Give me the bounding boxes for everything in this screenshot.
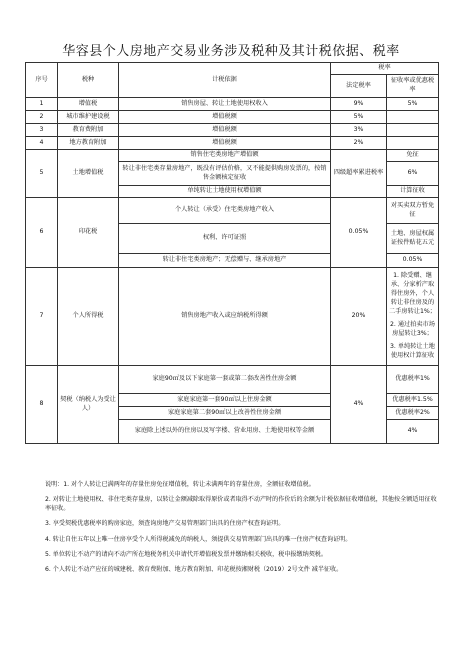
legal-rate: 四级超率累进税率 — [331, 150, 387, 198]
tax-basis: 销售住宅类房地产增值额 — [119, 150, 331, 162]
row-number: 8 — [26, 366, 58, 444]
reduced-rate: 优惠税率1.5% — [387, 394, 439, 407]
legal-rate: 5% — [331, 111, 387, 124]
header-tax: 税种 — [58, 63, 119, 98]
reduced-rate — [387, 137, 439, 150]
row-number: 2 — [26, 111, 58, 124]
note-item: 说明：1. 对个人转让已满两年的存量住房免征增值税，转让未满两年的存量住房，全额征收增值税。 — [45, 481, 315, 488]
tax-basis: 家庭家庭第二套90㎡以上改善性住房金额 — [119, 407, 331, 420]
reduced-rate: 6% — [387, 162, 439, 186]
row-number: 3 — [26, 124, 58, 137]
tax-basis: 个人转让（承受）住宅类房地产收入 — [119, 198, 331, 224]
tax-basis: 权利、许可证照 — [119, 224, 331, 254]
table-row — [26, 198, 439, 224]
tax-basis: 增值税额 — [119, 111, 331, 124]
tax-basis: 增值税额 — [119, 137, 331, 150]
reduced-rate: 5% — [387, 98, 439, 111]
tax-name: 地方教育附加 — [58, 137, 119, 150]
tax-basis: 单纯转让土地使用权增值额 — [119, 186, 331, 198]
table-row — [26, 366, 439, 394]
note-item: 5. 单位转让不动产的请向不动产所在地税务机关申请代开增值税发票并缴纳相关税收，税申报缴纳契税。 — [45, 550, 327, 558]
reduced-rate-item: 3. 单纯转让土地使用权计算征收 — [390, 342, 435, 359]
legal-rate: 2% — [331, 137, 387, 150]
tax-name: 城市维护建设税 — [58, 111, 119, 124]
table-row — [26, 268, 439, 366]
tax-name: 土地增值税 — [58, 150, 119, 198]
legal-rate: 20% — [331, 268, 387, 366]
legal-rate: 4% — [331, 366, 387, 444]
tax-table — [25, 62, 439, 444]
header-basis: 计税依据 — [119, 63, 331, 98]
row-number: 1 — [26, 98, 58, 111]
row-number: 4 — [26, 137, 58, 150]
reduced-rate: 优惠税率1% — [387, 366, 439, 394]
header-reduced-rate: 征收率或优惠税率 — [387, 75, 439, 98]
reduced-rate — [387, 124, 439, 137]
tax-basis: 销售房屋、转让土地使用权收入 — [119, 98, 331, 111]
table-row — [26, 137, 439, 150]
tax-basis: 家庭家庭第一套90㎡以上住房金额 — [119, 394, 331, 407]
table-row — [26, 150, 439, 162]
reduced-rate: 4% — [387, 420, 439, 444]
document-title: 华容县个人房地产交易业务涉及税种及其计税依据、税率 — [62, 44, 400, 59]
table-row — [26, 98, 439, 111]
reduced-rate: 0.05% — [387, 254, 439, 268]
tax-name: 契税（纳税人为受让人） — [58, 366, 119, 444]
table-row — [26, 111, 439, 124]
tax-name: 教育费附加 — [58, 124, 119, 137]
tax-name: 印花税 — [58, 198, 119, 268]
tax-basis: 转让非住宅类房地产；无偿赠与、继承房地产 — [119, 254, 331, 268]
reduced-rate — [387, 268, 439, 366]
reduced-rate: 土地、房屋权属证按件贴花五元 — [387, 224, 439, 254]
tax-name: 个人所得税 — [58, 268, 119, 366]
row-number: 6 — [26, 198, 58, 268]
note-item: 6. 个人转让不动产应征的城建税、教育费附加、地方教育附加、印花税按湘财税（2019）2号文件 减半征收。 — [45, 565, 343, 573]
row-number: 7 — [26, 268, 58, 366]
note-item: 3. 享受契税优惠税率的购房家庭，须查询房地产交易管理部门出具的住房产权查询证明。 — [45, 520, 285, 528]
tax-basis: 家庭90㎡及以下家庭第一套或第二套改善性住房金额 — [119, 366, 331, 394]
tax-basis: 转让非住宅类存量房地产，既没有评估价格，又不能提供购房发票的，按销售金额核定征收 — [119, 162, 331, 186]
tax-basis: 销售房地产收入或应纳税所得额 — [119, 268, 331, 366]
legal-rate: 3% — [331, 124, 387, 137]
reduced-rate-item: 1. 除受赠、继承、分家析产取得住房外，个人转让非住房及的二手房转让1%； — [389, 272, 436, 315]
legal-rate: 9% — [331, 98, 387, 111]
reduced-rate: 对买卖双方暂免征 — [387, 198, 439, 224]
table-row — [26, 124, 439, 137]
reduced-rate: 免征 — [387, 150, 439, 162]
reduced-rate: 计算征收 — [387, 186, 439, 198]
reduced-rate-item: 2. 通过拍卖市场房屋转让3%； — [390, 320, 435, 337]
tax-basis: 家庭除上述以外的住房以及写字楼、营业用房、土地使用权等金额 — [119, 420, 331, 444]
header-seq: 序号 — [26, 63, 58, 98]
reduced-rate — [387, 111, 439, 124]
header-legal-rate: 法定税率 — [331, 75, 387, 98]
legal-rate: 0.05% — [331, 198, 387, 268]
row-number: 5 — [26, 150, 58, 198]
notes-section — [45, 480, 440, 580]
tax-basis: 增值税额 — [119, 124, 331, 137]
note-item: 2. 对转让土地使用权、非住宅类存量房，以转让金额减除取得原价或者取得不动产时的作价后的余额为计税依据征收增值税，其他按全额适用征收率征收。 — [45, 496, 437, 513]
reduced-rate: 优惠税率2% — [387, 407, 439, 420]
note-item: 4. 转让自住五年以上唯一住房享受个人所得税减免的纳税人，须提供交易管理部门出具的唯一住房产权查询证明。 — [45, 535, 352, 543]
header-rate: 税率 — [331, 63, 439, 75]
tax-name: 增值税 — [58, 98, 119, 111]
